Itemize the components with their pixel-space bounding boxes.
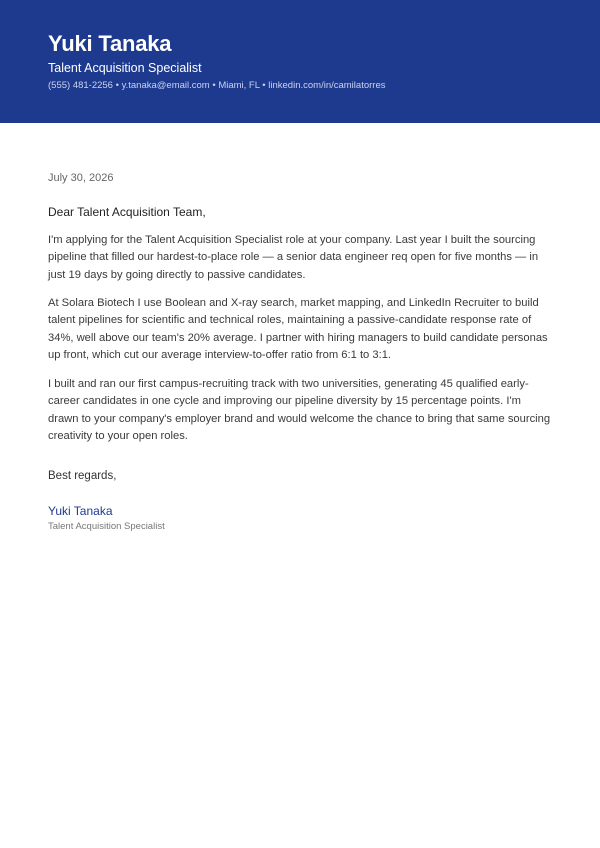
applicant-title: Talent Acquisition Specialist — [48, 61, 202, 75]
letter-date: July 30, 2026 — [48, 172, 114, 184]
letter-header — [0, 0, 600, 123]
applicant-name: Yuki Tanaka — [48, 31, 172, 56]
signature-title: Talent Acquisition Specialist — [48, 521, 165, 532]
closing: Best regards, — [48, 470, 117, 482]
body-paragraph-3: I built and ran our first campus-recruiting track with two universities, generating 45 qualified early-career candidates in one cycle and improving our pipeline diversity by 15 percentage points. I'm drawn to your company's employer brand and would welcome the chance to bring that same sourcing creativity to your open roles. — [48, 378, 551, 443]
body-paragraph-1: I'm applying for the Talent Acquisition Specialist role at your company. Last year I built the sourcing pipeline that filled our hardest-to-place role — a senior data engineer req open for five months — in just 19 days by going directly to passive candidates. — [48, 234, 539, 281]
contact-line: (555) 481-2256 • y.tanaka@email.com • Miami, FL • linkedin.com/in/camilatorres — [48, 80, 386, 91]
body-paragraph-2: At Solara Biotech I use Boolean and X-ray search, market mapping, and LinkedIn Recruiter to build talent pipelines for scientific and technical roles, maintaining a passive-candidate response rate of 34%, well above our team's 20% average. I partner with hiring managers to build candidate personas up front, which cut our average interview-to-offer ratio from 6:1 to 3:1. — [48, 297, 548, 362]
signature-name: Yuki Tanaka — [48, 504, 113, 518]
salutation: Dear Talent Acquisition Team, — [48, 205, 206, 219]
